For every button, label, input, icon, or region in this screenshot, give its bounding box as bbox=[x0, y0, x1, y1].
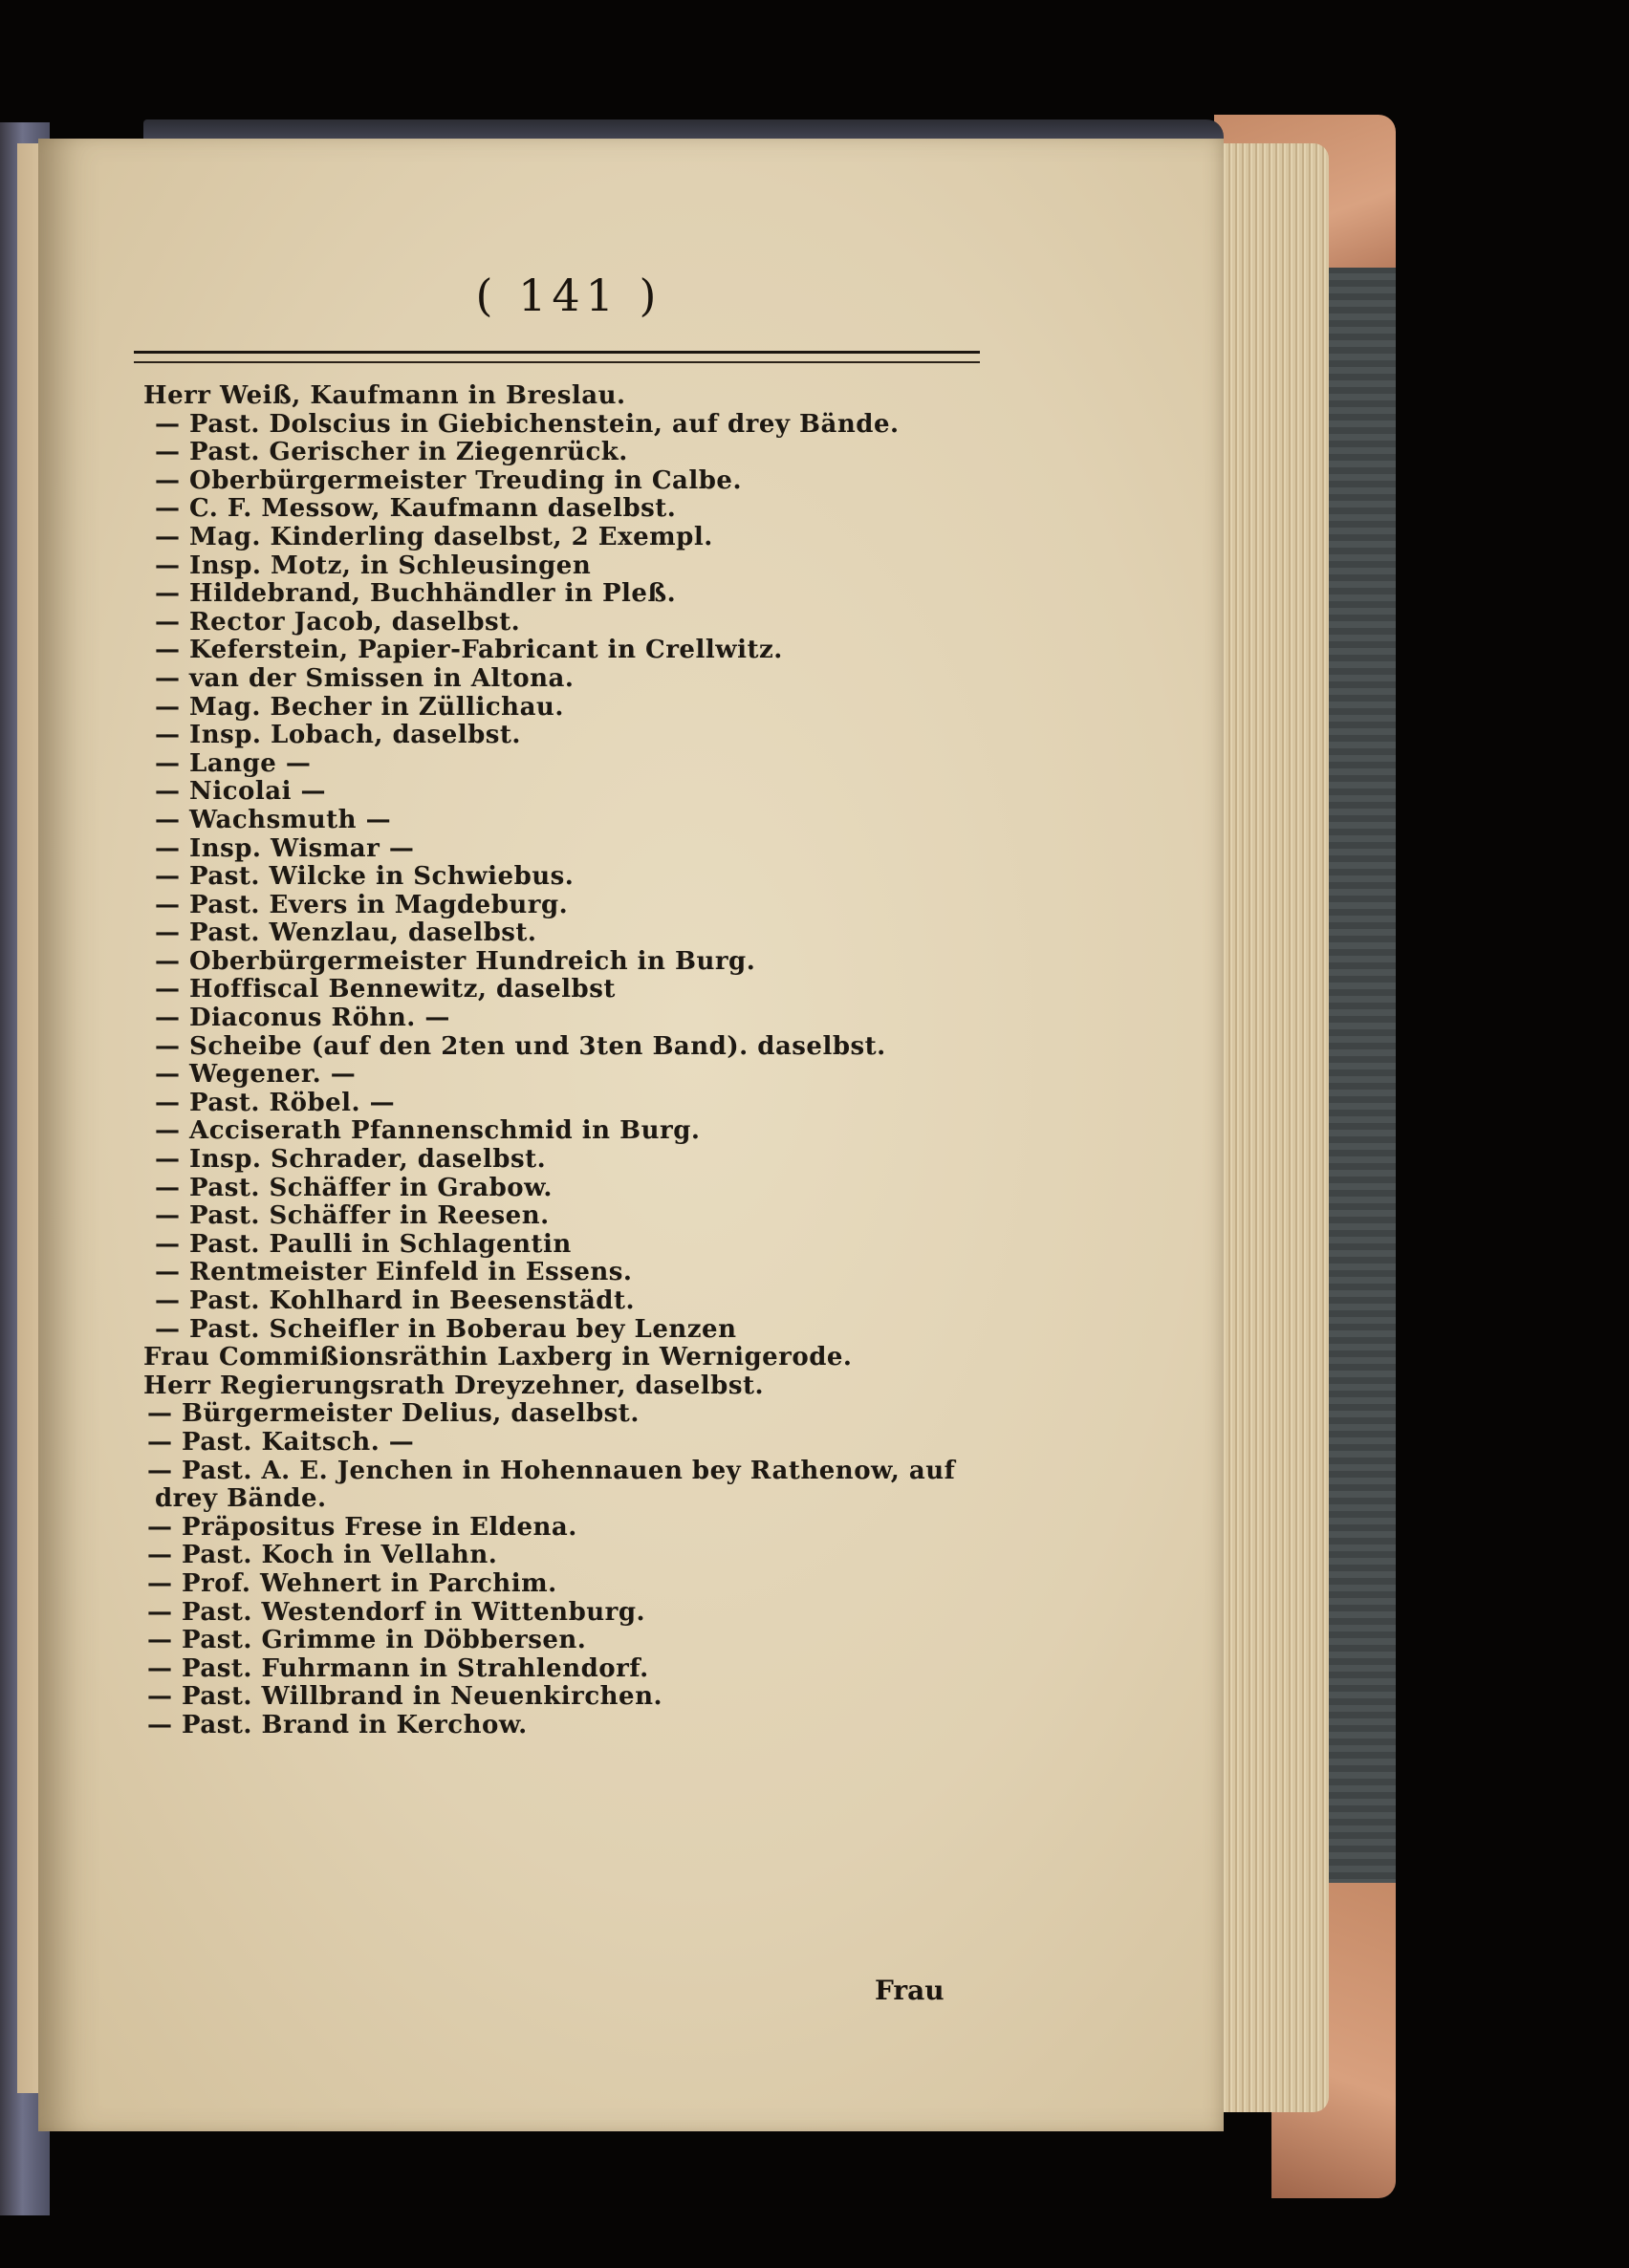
list-item: — Past. Brand in Kerchow. bbox=[147, 1710, 528, 1739]
list-item: Frau Commißionsräthin Laxberg in Wernigerode. bbox=[143, 1343, 853, 1372]
list-item: Herr Weiß, Kaufmann in Breslau. bbox=[143, 381, 626, 410]
list-item: — Wachsmuth — bbox=[155, 805, 392, 834]
list-item: — Past. A. E. Jenchen in Hohennauen bey Rathenow, auf bbox=[147, 1456, 956, 1485]
list-item: — Past. Evers in Magdeburg. bbox=[155, 890, 569, 919]
list-item: — Insp. Schrader, daselbst. bbox=[155, 1145, 547, 1175]
list-item: — Past. Fuhrmann in Strahlendorf. bbox=[147, 1653, 649, 1683]
list-item: — Rentmeister Einfeld in Essens. bbox=[155, 1258, 633, 1287]
list-item: — Oberbürgermeister Hundreich in Burg. bbox=[155, 946, 756, 976]
list-item: — Hoffiscal Bennewitz, daselbst bbox=[155, 975, 616, 1004]
list-item: — Past. Röbel. — bbox=[155, 1088, 396, 1117]
list-item: — Insp. Motz, in Schleusingen bbox=[155, 551, 592, 580]
list-item: — Rector Jacob, daselbst. bbox=[155, 607, 521, 637]
list-item: — Keferstein, Papier-Fabricant in Crellwitz. bbox=[155, 636, 783, 665]
header-rule bbox=[134, 351, 980, 363]
list-item: — Past. Schäffer in Reesen. bbox=[155, 1201, 550, 1231]
list-item: — Past. Grimme in Döbbersen. bbox=[147, 1626, 587, 1655]
list-item: — Past. Gerischer in Ziegenrück. bbox=[155, 438, 628, 467]
list-item: — Präpositus Frese in Eldena. bbox=[147, 1512, 577, 1542]
list-item: — Oberbürgermeister Treuding in Calbe. bbox=[155, 465, 743, 495]
list-item: — Insp. Wismar — bbox=[155, 833, 415, 863]
list-item: — Past. Wenzlau, daselbst. bbox=[155, 918, 537, 948]
list-item: — Hildebrand, Buchhändler in Pleß. bbox=[155, 579, 677, 609]
list-item: — Mag. Becher in Züllichau. bbox=[155, 692, 564, 722]
list-item: — Past. Westendorf in Wittenburg. bbox=[147, 1597, 646, 1627]
list-item: — Bürgermeister Delius, daselbst. bbox=[147, 1399, 640, 1429]
list-item: — Past. Wilcke in Schwiebus. bbox=[155, 862, 575, 892]
list-item: — Lange — bbox=[155, 748, 312, 778]
list-item: — Past. Koch in Vellahn. bbox=[147, 1541, 498, 1570]
list-item: — Scheibe (auf den 2ten und 3ten Band). daselbst. bbox=[155, 1031, 886, 1061]
list-item: — Past. Kaitsch. — bbox=[147, 1427, 415, 1457]
page-edges bbox=[1212, 143, 1329, 2112]
list-item-continuation: drey Bände. bbox=[155, 1484, 327, 1514]
list-item: — Prof. Wehnert in Parchim. bbox=[147, 1568, 557, 1598]
list-item: — Past. Schäffer in Grabow. bbox=[155, 1173, 553, 1202]
page-number: ( 141 ) bbox=[475, 270, 662, 321]
list-item: — Diaconus Röhn. — bbox=[155, 1004, 450, 1033]
list-item: — Past. Dolscius in Giebichenstein, auf drey Bände. bbox=[155, 409, 900, 439]
list-item: — Mag. Kinderling daselbst, 2 Exempl. bbox=[155, 522, 713, 551]
list-item: — C. F. Messow, Kaufmann daselbst. bbox=[155, 494, 677, 524]
subscriber-list bbox=[143, 382, 966, 1740]
list-item: — Nicolai — bbox=[155, 777, 327, 807]
list-item: — Insp. Lobach, daselbst. bbox=[155, 721, 521, 750]
cloth-cover-spine bbox=[1329, 268, 1396, 1892]
catchword: Frau bbox=[875, 1975, 945, 2006]
list-item: Herr Regierungsrath Dreyzehner, daselbst. bbox=[143, 1371, 765, 1400]
list-item: — van der Smissen in Altona. bbox=[155, 663, 575, 693]
list-item: — Past. Scheifler in Boberau bey Lenzen bbox=[155, 1314, 737, 1344]
list-item: — Past. Willbrand in Neuenkirchen. bbox=[147, 1682, 663, 1712]
list-item: — Wegener. — bbox=[155, 1060, 357, 1090]
list-item: — Past. Paulli in Schlagentin bbox=[155, 1229, 572, 1259]
list-item: — Past. Kohlhard in Beesenstädt. bbox=[155, 1286, 636, 1315]
list-item: — Acciserath Pfannenschmid in Burg. bbox=[155, 1116, 701, 1146]
